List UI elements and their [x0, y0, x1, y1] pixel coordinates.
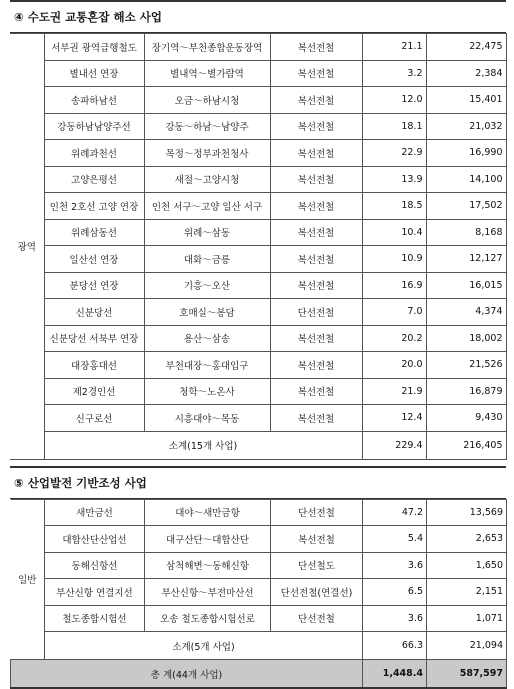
- project-name: 부산신항 연결지선: [45, 579, 145, 606]
- section-title-metro: ④ 수도권 교통혼잡 해소 사업: [10, 0, 506, 33]
- project-route: 용산～삼송: [144, 325, 270, 352]
- project-route: 장기역～부천종합운동장역: [144, 34, 270, 61]
- project-type: 복선전철: [270, 272, 362, 299]
- project-route: 위례～삼동: [144, 219, 270, 246]
- project-length: 10.4: [362, 219, 426, 246]
- subtotal-label: 소계(15개 사업): [44, 431, 362, 459]
- project-name: 신분당선 서북부 연장: [44, 325, 144, 352]
- project-type: 복선전철: [270, 325, 362, 352]
- group-label: 광역: [10, 34, 44, 460]
- project-cost: 4,374: [426, 299, 506, 326]
- project-name: 분당선 연장: [44, 272, 144, 299]
- project-name: 신구로선: [44, 405, 144, 432]
- project-route: 부산신항～부전마산선: [145, 579, 271, 606]
- project-length: 5.4: [363, 526, 427, 553]
- project-cost: 21,526: [426, 352, 506, 379]
- project-length: 21.9: [362, 378, 426, 405]
- project-type: 복선전철: [270, 140, 362, 167]
- project-type: 단선철도: [271, 552, 363, 579]
- project-name: 대장홍대선: [44, 352, 144, 379]
- project-cost: 1,071: [427, 605, 507, 632]
- project-type: 복선전철: [270, 219, 362, 246]
- project-route: 오송 철도종합시험선로: [145, 605, 271, 632]
- project-length: 3.6: [363, 552, 427, 579]
- project-route: 부천대장～홍대입구: [144, 352, 270, 379]
- subtotal-row: [11, 632, 507, 660]
- project-length: 18.5: [362, 193, 426, 220]
- project-name: 별내선 연장: [44, 60, 144, 87]
- project-route: 청학～노온사: [144, 378, 270, 405]
- grand-total-row: [11, 660, 507, 689]
- project-cost: 18,002: [426, 325, 506, 352]
- project-length: 6.5: [363, 579, 427, 606]
- table-row: [10, 352, 506, 379]
- project-type: 단선전철: [271, 499, 363, 526]
- table-row: [10, 113, 506, 140]
- subtotal-label: 소계(5개 사업): [45, 632, 363, 660]
- project-route: 인천 서구～고양 일산 서구: [144, 193, 270, 220]
- project-cost: 16,879: [426, 378, 506, 405]
- project-name: 서부권 광역급행철도: [44, 34, 144, 61]
- table-row: [11, 552, 507, 579]
- project-type: 복선전철: [270, 246, 362, 273]
- table-row: [10, 34, 506, 61]
- project-cost: 15,401: [426, 87, 506, 114]
- project-type: 복선전철: [270, 60, 362, 87]
- project-type: 복선전철: [271, 526, 363, 553]
- project-route: 목정～정부과천청사: [144, 140, 270, 167]
- project-route: 삼척해변～동해신항: [145, 552, 271, 579]
- project-name: 위례삼동선: [44, 219, 144, 246]
- project-type: 단선전철: [270, 299, 362, 326]
- project-length: 10.9: [362, 246, 426, 273]
- project-name: 대합산단산업선: [45, 526, 145, 553]
- subtotal-cost: 21,094: [427, 632, 507, 660]
- project-route: 별내역～별가람역: [144, 60, 270, 87]
- project-cost: 22,475: [426, 34, 506, 61]
- project-name: 철도종합시험선: [45, 605, 145, 632]
- industry-table: [10, 499, 507, 689]
- table-row: [10, 87, 506, 114]
- project-cost: 14,100: [426, 166, 506, 193]
- project-route: 기흥～오산: [144, 272, 270, 299]
- project-name: 고양은평선: [44, 166, 144, 193]
- project-type: 단선전철: [271, 605, 363, 632]
- table-row: [11, 499, 507, 526]
- project-name: 동해신항선: [45, 552, 145, 579]
- project-name: 위례과천선: [44, 140, 144, 167]
- project-route: 시흥대야～목동: [144, 405, 270, 432]
- project-length: 47.2: [363, 499, 427, 526]
- project-length: 13.9: [362, 166, 426, 193]
- project-length: 22.9: [362, 140, 426, 167]
- project-cost: 2,151: [427, 579, 507, 606]
- project-cost: 9,430: [426, 405, 506, 432]
- project-route: 오금～하남시청: [144, 87, 270, 114]
- project-cost: 8,168: [426, 219, 506, 246]
- project-length: 3.6: [363, 605, 427, 632]
- project-cost: 12,127: [426, 246, 506, 273]
- subtotal-row: [10, 431, 506, 459]
- project-cost: 1,650: [427, 552, 507, 579]
- project-length: 20.2: [362, 325, 426, 352]
- project-length: 21.1: [362, 34, 426, 61]
- table-row: [10, 60, 506, 87]
- table-row: [10, 246, 506, 273]
- project-length: 18.1: [362, 113, 426, 140]
- project-type: 복선전철: [270, 113, 362, 140]
- project-route: 대구산단～대합산단: [145, 526, 271, 553]
- table-row: [10, 325, 506, 352]
- project-name: 인천 2호선 고양 연장: [44, 193, 144, 220]
- project-type: 복선전철: [270, 352, 362, 379]
- project-route: 호매실～봉담: [144, 299, 270, 326]
- project-cost: 16,990: [426, 140, 506, 167]
- table-row: [10, 405, 506, 432]
- table-row: [10, 166, 506, 193]
- project-type: 복선전철: [270, 87, 362, 114]
- project-length: 20.0: [362, 352, 426, 379]
- table-row: [10, 140, 506, 167]
- project-route: 대화～금릉: [144, 246, 270, 273]
- project-type: 복선전철: [270, 378, 362, 405]
- project-type: 복선전철: [270, 193, 362, 220]
- project-cost: 2,653: [427, 526, 507, 553]
- group-label: 일반: [11, 499, 45, 660]
- grand-total-cost: 587,597: [427, 660, 507, 689]
- project-length: 3.2: [362, 60, 426, 87]
- project-name: 신분당선: [44, 299, 144, 326]
- project-name: 강동하남남양주선: [44, 113, 144, 140]
- section-title-industry: ⑤ 산업발전 기반조성 사업: [10, 466, 506, 499]
- subtotal-length: 229.4: [362, 431, 426, 459]
- project-length: 12.0: [362, 87, 426, 114]
- metro-table: [10, 33, 507, 460]
- project-name: 새만금선: [45, 499, 145, 526]
- project-type: 복선전철: [270, 405, 362, 432]
- table-row: [10, 378, 506, 405]
- project-cost: 21,032: [426, 113, 506, 140]
- table-row: [11, 579, 507, 606]
- project-name: 제2경인선: [44, 378, 144, 405]
- project-type: 복선전철: [270, 166, 362, 193]
- table-row: [10, 272, 506, 299]
- project-type: 복선전철: [270, 34, 362, 61]
- table-row: [10, 299, 506, 326]
- table-row: [11, 605, 507, 632]
- document-page: [10, 0, 506, 689]
- project-cost: 16,015: [426, 272, 506, 299]
- project-length: 12.4: [362, 405, 426, 432]
- project-length: 16.9: [362, 272, 426, 299]
- project-route: 강동～하남～남양주: [144, 113, 270, 140]
- subtotal-cost: 216,405: [426, 431, 506, 459]
- table-row: [11, 526, 507, 553]
- project-name: 일산선 연장: [44, 246, 144, 273]
- project-type: 단선전철(연결선): [271, 579, 363, 606]
- project-route: 대야～새만금항: [145, 499, 271, 526]
- project-length: 7.0: [362, 299, 426, 326]
- project-cost: 2,384: [426, 60, 506, 87]
- project-cost: 17,502: [426, 193, 506, 220]
- table-row: [10, 219, 506, 246]
- project-name: 송파하남선: [44, 87, 144, 114]
- project-route: 새절～고양시청: [144, 166, 270, 193]
- table-row: [10, 193, 506, 220]
- grand-total-length: 1,448.4: [363, 660, 427, 689]
- subtotal-length: 66.3: [363, 632, 427, 660]
- grand-total-label: 총 계(44개 사업): [11, 660, 363, 689]
- project-cost: 13,569: [427, 499, 507, 526]
